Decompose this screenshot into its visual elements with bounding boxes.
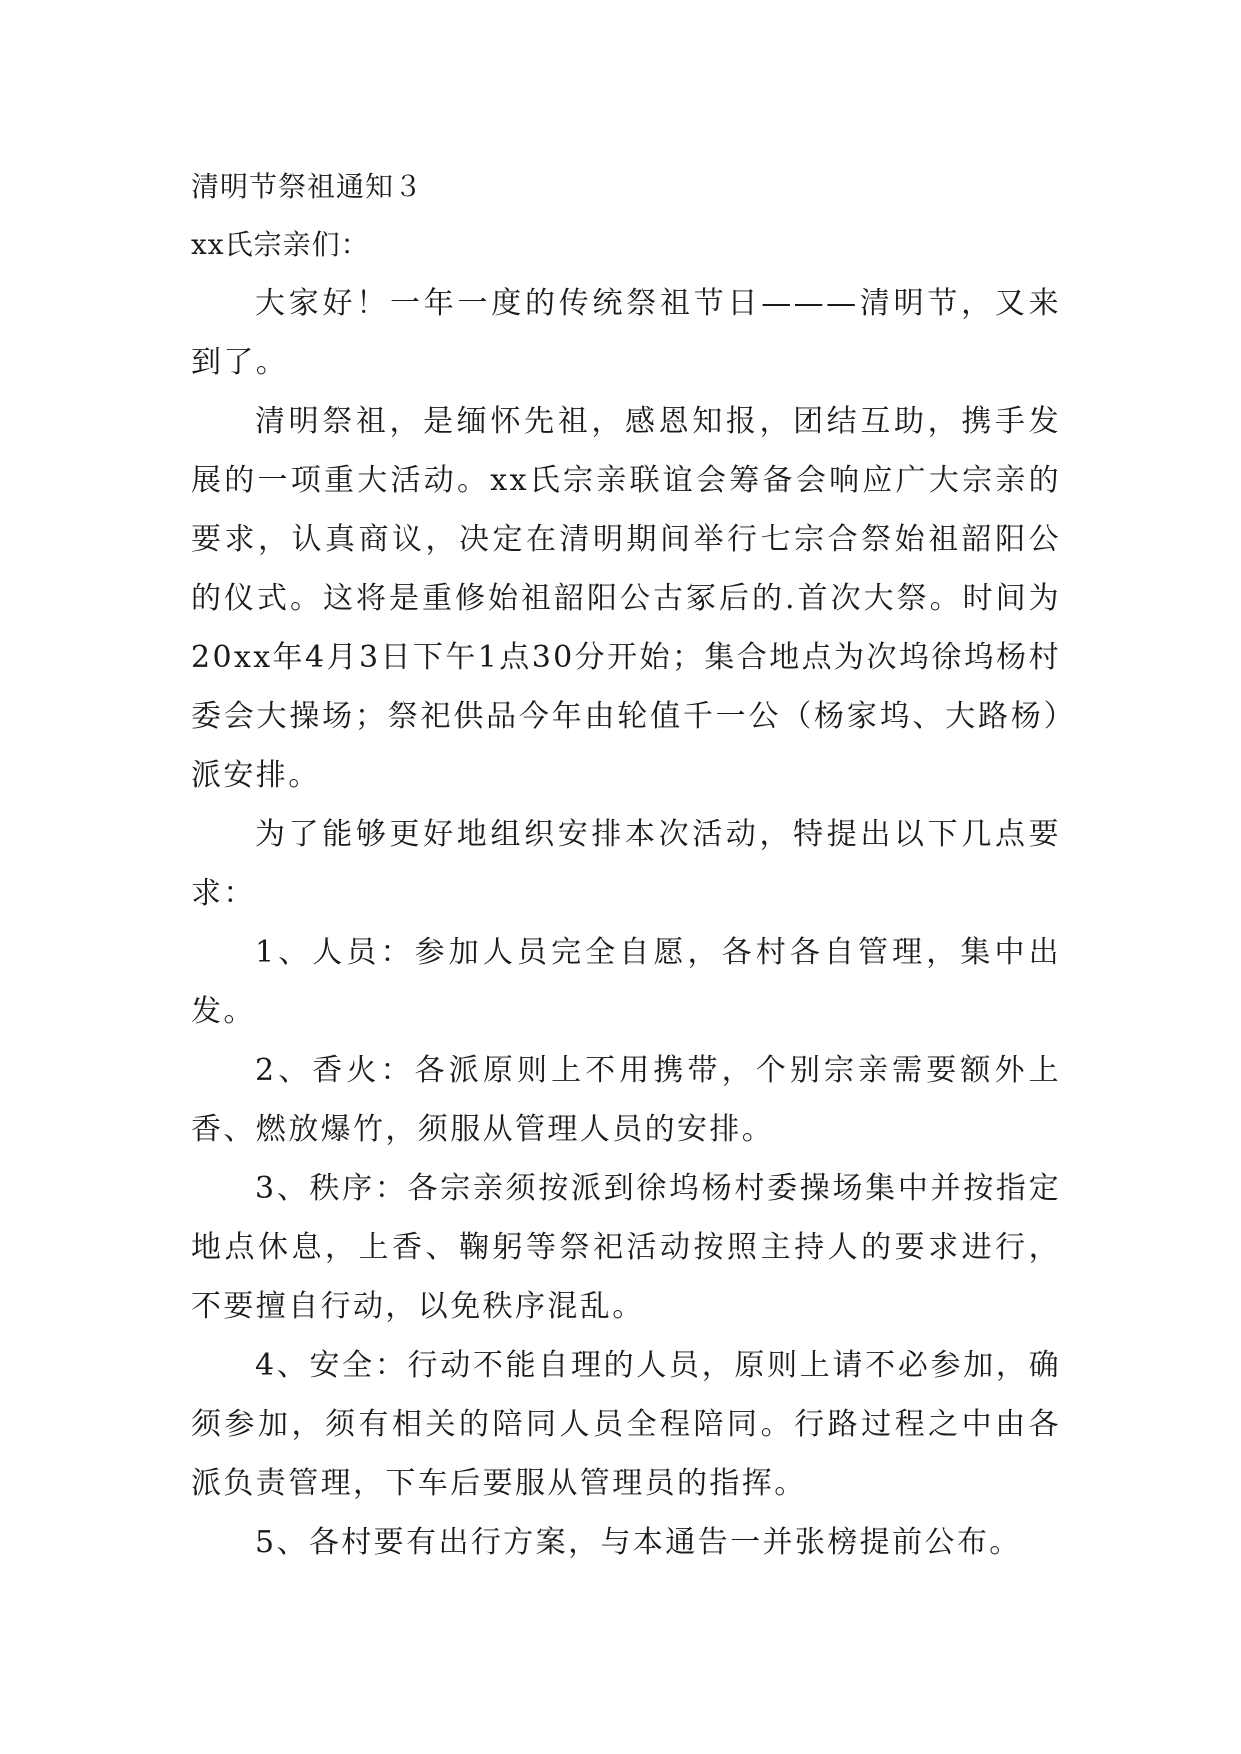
paragraph-item-plan: 5、各村要有出行方案，与本通告一并张榜提前公布。 <box>255 1525 1022 1560</box>
document-page <box>191 158 1061 1572</box>
document-title: 清明节祭祖通知３ <box>191 170 424 203</box>
salutation: xx氏宗亲们： <box>191 228 370 261</box>
paragraph-requirements-intro: 为了能够更好地组织安排本次活动，特提出以下几点要求： <box>191 817 1061 911</box>
paragraph-item-order: 3、秩序：各宗亲须按派到徐坞杨村委操场集中并按指定地点休息，上香、鞠躬等祭祀活动按照主持人的要求进行，不要擅自行动，以免秩序混乱。 <box>191 1171 1061 1324</box>
paragraph-event-details: 清明祭祖，是缅怀先祖，感恩知报，团结互助，携手发展的一项重大活动。xx氏宗亲联谊会筹备会响应广大宗亲的要求，认真商议，决定在清明期间举行七宗合祭始祖韶阳公的仪式。这将是重修始祖韶阳公古冢后的.首次大祭。时间为20xx年4月3日下午1点30分开始；集合地点为次坞徐坞杨村委会大操场；祭祀供品今年由轮值千一公（杨家坞、大路杨）派安排。 <box>191 404 1061 793</box>
paragraph-item-incense: 2、香火：各派原则上不用携带，个别宗亲需要额外上香、燃放爆竹，须服从管理人员的安排。 <box>191 1053 1061 1147</box>
paragraph-item-safety: 4、安全：行动不能自理的人员，原则上请不必参加，确须参加，须有相关的陪同人员全程陪同。行路过程之中由各派负责管理，下车后要服从管理员的指挥。 <box>191 1348 1061 1501</box>
paragraph-item-personnel: 1、人员：参加人员完全自愿，各村各自管理，集中出发。 <box>191 935 1061 1029</box>
paragraph-greeting: 大家好！一年一度的传统祭祖节日———清明节，又来到了。 <box>191 286 1061 380</box>
